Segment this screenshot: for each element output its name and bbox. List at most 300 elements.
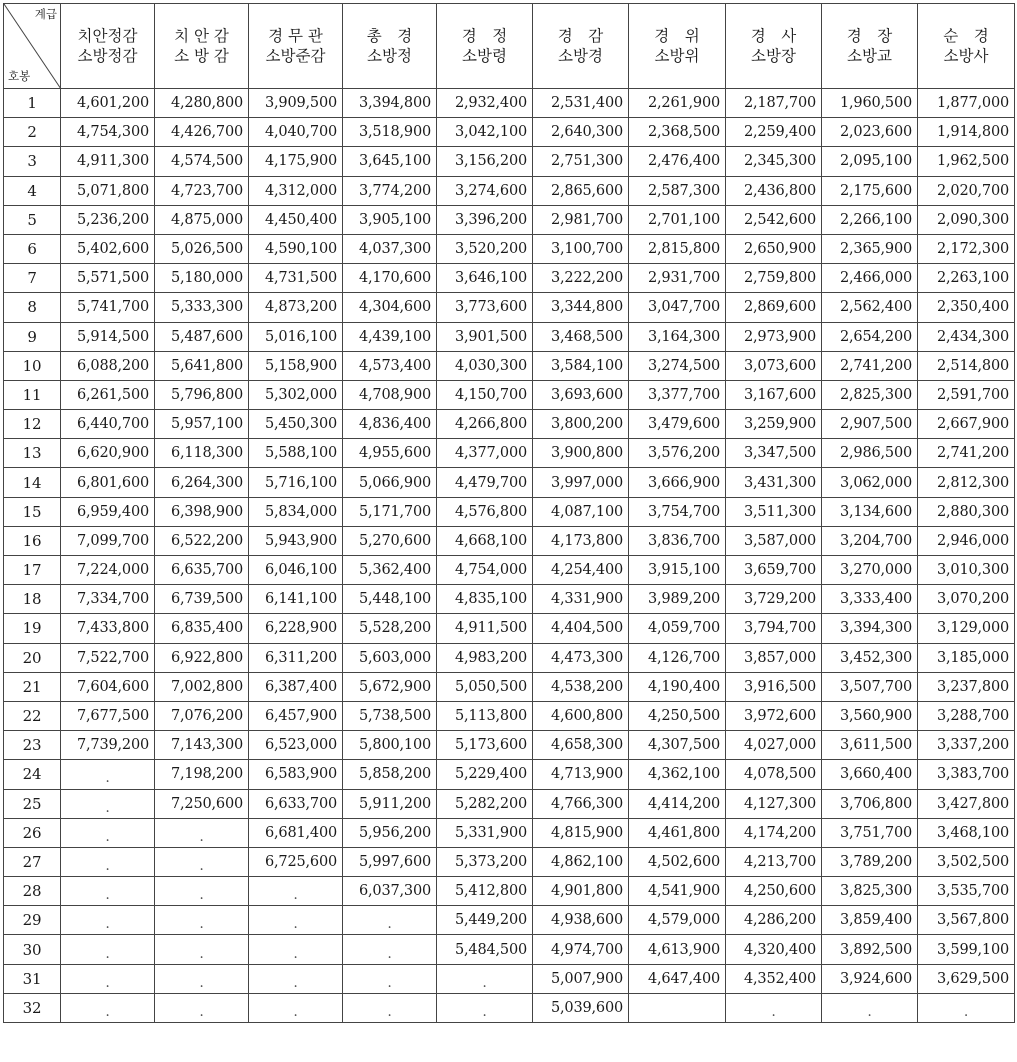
- salary-cell: 5,641,800: [155, 351, 249, 380]
- salary-cell: .: [155, 877, 249, 906]
- salary-cell: 4,713,900: [533, 760, 629, 789]
- salary-cell: 3,377,700: [629, 380, 726, 409]
- salary-cell: 7,198,200: [155, 760, 249, 789]
- salary-cell: 3,646,100: [437, 264, 533, 293]
- salary-cell: 2,654,200: [822, 322, 918, 351]
- salary-cell: 3,789,200: [822, 847, 918, 876]
- salary-table: [3, 3, 1015, 1023]
- salary-cell: 5,943,900: [249, 526, 343, 555]
- salary-cell: 5,331,900: [437, 818, 533, 847]
- salary-cell: 3,134,600: [822, 497, 918, 526]
- salary-cell: 3,344,800: [533, 293, 629, 322]
- salary-cell: 4,286,200: [726, 906, 822, 935]
- salary-cell: .: [61, 847, 155, 876]
- salary-cell: .: [61, 877, 155, 906]
- salary-cell: 3,567,800: [918, 906, 1015, 935]
- salary-cell: [629, 993, 726, 1022]
- salary-cell: 5,834,000: [249, 497, 343, 526]
- salary-cell: 5,282,200: [437, 789, 533, 818]
- salary-cell: 5,180,000: [155, 264, 249, 293]
- salary-cell: 5,039,600: [533, 993, 629, 1022]
- salary-cell: 4,450,400: [249, 205, 343, 234]
- salary-cell: .: [343, 935, 437, 964]
- salary-cell: 5,956,200: [343, 818, 437, 847]
- salary-cell: 5,796,800: [155, 380, 249, 409]
- salary-cell: 5,302,000: [249, 380, 343, 409]
- column-header-police-rank: 경 사: [750, 27, 797, 45]
- salary-cell: 3,129,000: [918, 614, 1015, 643]
- step-cell: 32: [4, 993, 61, 1022]
- salary-cell: 4,613,900: [629, 935, 726, 964]
- column-header: [918, 4, 1015, 89]
- salary-cell: .: [61, 760, 155, 789]
- salary-cell: 2,562,400: [822, 293, 918, 322]
- salary-cell: 3,394,300: [822, 614, 918, 643]
- table-row: [4, 789, 1015, 818]
- salary-cell: 5,858,200: [343, 760, 437, 789]
- salary-cell: 4,213,700: [726, 847, 822, 876]
- salary-cell: 5,487,600: [155, 322, 249, 351]
- column-header: [155, 4, 249, 89]
- table-row: [4, 643, 1015, 672]
- salary-cell: 2,187,700: [726, 89, 822, 118]
- salary-cell: 4,304,600: [343, 293, 437, 322]
- step-cell: 26: [4, 818, 61, 847]
- salary-cell: 4,461,800: [629, 818, 726, 847]
- table-row: [4, 176, 1015, 205]
- salary-cell: 2,946,000: [918, 526, 1015, 555]
- salary-cell: 7,522,700: [61, 643, 155, 672]
- salary-cell: .: [61, 935, 155, 964]
- salary-cell: 5,672,900: [343, 672, 437, 701]
- salary-cell: 4,754,000: [437, 556, 533, 585]
- salary-cell: 3,972,600: [726, 701, 822, 730]
- salary-cell: 2,266,100: [822, 205, 918, 234]
- salary-cell: 2,261,900: [629, 89, 726, 118]
- salary-cell: .: [155, 818, 249, 847]
- column-header-fire-rank: 소방교: [847, 47, 892, 65]
- salary-cell: 2,436,800: [726, 176, 822, 205]
- salary-cell: 4,836,400: [343, 410, 437, 439]
- salary-cell: 7,099,700: [61, 526, 155, 555]
- salary-cell: 2,350,400: [918, 293, 1015, 322]
- salary-cell: 3,611,500: [822, 731, 918, 760]
- salary-cell: 4,766,300: [533, 789, 629, 818]
- step-cell: 2: [4, 118, 61, 147]
- salary-cell: 5,402,600: [61, 234, 155, 263]
- salary-cell: 4,538,200: [533, 672, 629, 701]
- table-row: [4, 439, 1015, 468]
- salary-cell: 4,873,200: [249, 293, 343, 322]
- table-row: [4, 380, 1015, 409]
- salary-cell: 6,681,400: [249, 818, 343, 847]
- salary-cell: 2,466,000: [822, 264, 918, 293]
- step-cell: 20: [4, 643, 61, 672]
- salary-cell: 3,825,300: [822, 877, 918, 906]
- salary-cell: 4,127,300: [726, 789, 822, 818]
- column-header-police-rank: 치안정감: [77, 27, 138, 45]
- salary-cell: 6,141,100: [249, 585, 343, 614]
- salary-cell: 3,859,400: [822, 906, 918, 935]
- salary-cell: 2,514,800: [918, 351, 1015, 380]
- salary-cell: 3,259,900: [726, 410, 822, 439]
- salary-cell: .: [249, 964, 343, 993]
- salary-cell: 3,916,500: [726, 672, 822, 701]
- salary-cell: 3,164,300: [629, 322, 726, 351]
- salary-cell: 3,042,100: [437, 118, 533, 147]
- salary-cell: 6,457,900: [249, 701, 343, 730]
- header-row: [4, 4, 1015, 89]
- salary-cell: 4,037,300: [343, 234, 437, 263]
- step-cell: 1: [4, 89, 61, 118]
- salary-cell: 6,522,200: [155, 526, 249, 555]
- salary-cell: 6,311,200: [249, 643, 343, 672]
- salary-cell: 3,751,700: [822, 818, 918, 847]
- salary-cell: 5,957,100: [155, 410, 249, 439]
- salary-cell: 2,751,300: [533, 147, 629, 176]
- salary-cell: 3,511,300: [726, 497, 822, 526]
- salary-cell: 3,629,500: [918, 964, 1015, 993]
- step-cell: 24: [4, 760, 61, 789]
- salary-cell: 6,739,500: [155, 585, 249, 614]
- salary-cell: 3,924,600: [822, 964, 918, 993]
- column-header: [533, 4, 629, 89]
- salary-cell: 5,071,800: [61, 176, 155, 205]
- salary-cell: 7,224,000: [61, 556, 155, 585]
- salary-cell: 5,016,100: [249, 322, 343, 351]
- column-header-police-rank: 경 장: [846, 27, 893, 45]
- salary-cell: 3,070,200: [918, 585, 1015, 614]
- salary-cell: 4,479,700: [437, 468, 533, 497]
- salary-cell: 5,113,800: [437, 701, 533, 730]
- salary-cell: 3,584,100: [533, 351, 629, 380]
- salary-cell: 7,604,600: [61, 672, 155, 701]
- salary-cell: 6,037,300: [343, 877, 437, 906]
- step-cell: 16: [4, 526, 61, 555]
- salary-cell: 4,414,200: [629, 789, 726, 818]
- column-header-police-rank: 경 무 관: [268, 27, 323, 45]
- salary-cell: 6,228,900: [249, 614, 343, 643]
- salary-cell: 6,523,000: [249, 731, 343, 760]
- salary-cell: 3,800,200: [533, 410, 629, 439]
- salary-cell: 6,635,700: [155, 556, 249, 585]
- step-cell: 19: [4, 614, 61, 643]
- table-row: [4, 118, 1015, 147]
- salary-cell: 1,962,500: [918, 147, 1015, 176]
- salary-cell: 7,739,200: [61, 731, 155, 760]
- salary-cell: 4,266,800: [437, 410, 533, 439]
- step-cell: 28: [4, 877, 61, 906]
- salary-cell: 7,076,200: [155, 701, 249, 730]
- salary-cell: 2,345,300: [726, 147, 822, 176]
- salary-cell: 3,535,700: [918, 877, 1015, 906]
- salary-cell: 4,331,900: [533, 585, 629, 614]
- table-row: [4, 468, 1015, 497]
- salary-cell: 4,708,900: [343, 380, 437, 409]
- salary-cell: 7,002,800: [155, 672, 249, 701]
- column-header-fire-rank: 소방경: [558, 47, 603, 65]
- step-cell: 25: [4, 789, 61, 818]
- table-row: [4, 89, 1015, 118]
- salary-cell: 2,090,300: [918, 205, 1015, 234]
- salary-cell: 3,507,700: [822, 672, 918, 701]
- salary-cell: .: [249, 993, 343, 1022]
- step-cell: 18: [4, 585, 61, 614]
- salary-cell: 6,959,400: [61, 497, 155, 526]
- salary-cell: 3,431,300: [726, 468, 822, 497]
- salary-cell: 2,741,200: [918, 439, 1015, 468]
- step-cell: 15: [4, 497, 61, 526]
- salary-cell: 4,439,100: [343, 322, 437, 351]
- salary-cell: 2,865,600: [533, 176, 629, 205]
- salary-cell: 4,250,500: [629, 701, 726, 730]
- salary-cell: 3,333,400: [822, 585, 918, 614]
- salary-cell: 3,167,600: [726, 380, 822, 409]
- salary-cell: 6,633,700: [249, 789, 343, 818]
- step-cell: 11: [4, 380, 61, 409]
- step-cell: 7: [4, 264, 61, 293]
- salary-cell: 5,373,200: [437, 847, 533, 876]
- salary-cell: 2,020,700: [918, 176, 1015, 205]
- step-cell: 10: [4, 351, 61, 380]
- salary-cell: 4,030,300: [437, 351, 533, 380]
- salary-cell: 5,236,200: [61, 205, 155, 234]
- salary-cell: 4,250,600: [726, 877, 822, 906]
- salary-cell: .: [918, 993, 1015, 1022]
- salary-cell: .: [437, 964, 533, 993]
- table-row: [4, 818, 1015, 847]
- salary-cell: 4,815,900: [533, 818, 629, 847]
- salary-cell: 5,738,500: [343, 701, 437, 730]
- salary-cell: 4,126,700: [629, 643, 726, 672]
- salary-cell: 3,794,700: [726, 614, 822, 643]
- salary-cell: 2,667,900: [918, 410, 1015, 439]
- salary-cell: 4,668,100: [437, 526, 533, 555]
- salary-cell: 5,484,500: [437, 935, 533, 964]
- step-label: 호봉: [8, 69, 31, 83]
- salary-cell: 3,774,200: [343, 176, 437, 205]
- salary-cell: 3,270,000: [822, 556, 918, 585]
- column-header: [249, 4, 343, 89]
- salary-cell: 6,398,900: [155, 497, 249, 526]
- step-cell: 9: [4, 322, 61, 351]
- column-header-police-rank: 총 경: [366, 27, 413, 45]
- salary-cell: 3,905,100: [343, 205, 437, 234]
- salary-cell: 4,590,100: [249, 234, 343, 263]
- salary-cell: 4,731,500: [249, 264, 343, 293]
- salary-cell: 2,368,500: [629, 118, 726, 147]
- step-cell: 30: [4, 935, 61, 964]
- salary-cell: 4,983,200: [437, 643, 533, 672]
- salary-cell: 3,599,100: [918, 935, 1015, 964]
- salary-cell: 4,574,500: [155, 147, 249, 176]
- salary-cell: 2,931,700: [629, 264, 726, 293]
- salary-cell: 2,542,600: [726, 205, 822, 234]
- salary-cell: 3,706,800: [822, 789, 918, 818]
- salary-cell: 2,434,300: [918, 322, 1015, 351]
- salary-cell: 4,404,500: [533, 614, 629, 643]
- pay-table-container: [3, 3, 1014, 1059]
- salary-cell: 3,010,300: [918, 556, 1015, 585]
- salary-cell: 3,047,700: [629, 293, 726, 322]
- salary-cell: 6,118,300: [155, 439, 249, 468]
- table-row: [4, 556, 1015, 585]
- salary-cell: 6,387,400: [249, 672, 343, 701]
- salary-cell: 4,862,100: [533, 847, 629, 876]
- salary-cell: 3,479,600: [629, 410, 726, 439]
- salary-cell: .: [155, 935, 249, 964]
- table-row: [4, 234, 1015, 263]
- salary-cell: 2,175,600: [822, 176, 918, 205]
- salary-cell: 5,800,100: [343, 731, 437, 760]
- salary-cell: 3,468,100: [918, 818, 1015, 847]
- salary-cell: 3,909,500: [249, 89, 343, 118]
- salary-cell: 4,173,800: [533, 526, 629, 555]
- salary-cell: 6,620,900: [61, 439, 155, 468]
- salary-cell: 3,502,500: [918, 847, 1015, 876]
- salary-cell: .: [155, 964, 249, 993]
- salary-cell: 5,450,300: [249, 410, 343, 439]
- table-row: [4, 935, 1015, 964]
- salary-cell: .: [61, 818, 155, 847]
- salary-cell: 3,997,000: [533, 468, 629, 497]
- step-cell: 4: [4, 176, 61, 205]
- salary-cell: 4,723,700: [155, 176, 249, 205]
- salary-cell: 4,911,500: [437, 614, 533, 643]
- salary-cell: 4,600,800: [533, 701, 629, 730]
- table-row: [4, 497, 1015, 526]
- salary-cell: 3,062,000: [822, 468, 918, 497]
- salary-cell: 5,158,900: [249, 351, 343, 380]
- salary-cell: 5,050,500: [437, 672, 533, 701]
- step-cell: 17: [4, 556, 61, 585]
- salary-cell: 2,932,400: [437, 89, 533, 118]
- salary-cell: 4,658,300: [533, 731, 629, 760]
- salary-cell: 2,650,900: [726, 234, 822, 263]
- column-header: [629, 4, 726, 89]
- salary-cell: 3,857,000: [726, 643, 822, 672]
- salary-cell: 2,869,600: [726, 293, 822, 322]
- salary-cell: 4,175,900: [249, 147, 343, 176]
- salary-cell: 4,938,600: [533, 906, 629, 935]
- salary-cell: 7,334,700: [61, 585, 155, 614]
- salary-cell: 2,591,700: [918, 380, 1015, 409]
- salary-cell: 3,754,700: [629, 497, 726, 526]
- column-header-police-rank: 순 경: [943, 27, 989, 45]
- salary-cell: 4,280,800: [155, 89, 249, 118]
- column-header-fire-rank: 소방정감: [77, 47, 138, 65]
- salary-cell: 4,901,800: [533, 877, 629, 906]
- salary-cell: 4,059,700: [629, 614, 726, 643]
- salary-cell: 5,270,600: [343, 526, 437, 555]
- salary-cell: 6,261,500: [61, 380, 155, 409]
- salary-cell: 2,587,300: [629, 176, 726, 205]
- salary-cell: 5,449,200: [437, 906, 533, 935]
- salary-cell: 1,960,500: [822, 89, 918, 118]
- column-header-fire-rank: 소방준감: [265, 47, 326, 65]
- salary-cell: 4,502,600: [629, 847, 726, 876]
- salary-cell: 6,264,300: [155, 468, 249, 497]
- salary-cell: 3,185,000: [918, 643, 1015, 672]
- table-row: [4, 264, 1015, 293]
- salary-cell: 3,100,700: [533, 234, 629, 263]
- salary-cell: 4,974,700: [533, 935, 629, 964]
- salary-cell: 4,150,700: [437, 380, 533, 409]
- salary-cell: 4,377,000: [437, 439, 533, 468]
- salary-cell: 4,911,300: [61, 147, 155, 176]
- salary-cell: 3,666,900: [629, 468, 726, 497]
- salary-cell: 5,448,100: [343, 585, 437, 614]
- table-row: [4, 993, 1015, 1022]
- salary-cell: 5,603,000: [343, 643, 437, 672]
- column-header-police-rank: 치 안 감: [174, 27, 229, 45]
- step-cell: 12: [4, 410, 61, 439]
- salary-cell: 3,073,600: [726, 351, 822, 380]
- table-row: [4, 614, 1015, 643]
- salary-cell: 4,027,000: [726, 731, 822, 760]
- salary-cell: 4,170,600: [343, 264, 437, 293]
- column-header: [437, 4, 533, 89]
- salary-cell: 6,801,600: [61, 468, 155, 497]
- salary-cell: 4,835,100: [437, 585, 533, 614]
- salary-cell: 3,836,700: [629, 526, 726, 555]
- salary-cell: 3,274,500: [629, 351, 726, 380]
- salary-cell: 7,433,800: [61, 614, 155, 643]
- table-row: [4, 672, 1015, 701]
- salary-cell: 5,741,700: [61, 293, 155, 322]
- salary-cell: 3,396,200: [437, 205, 533, 234]
- salary-cell: 2,986,500: [822, 439, 918, 468]
- salary-cell: 5,173,600: [437, 731, 533, 760]
- salary-cell: 3,288,700: [918, 701, 1015, 730]
- salary-cell: 7,250,600: [155, 789, 249, 818]
- salary-cell: 5,362,400: [343, 556, 437, 585]
- salary-cell: 5,171,700: [343, 497, 437, 526]
- salary-cell: 4,254,400: [533, 556, 629, 585]
- salary-cell: 3,773,600: [437, 293, 533, 322]
- salary-cell: .: [155, 847, 249, 876]
- salary-cell: 1,914,800: [918, 118, 1015, 147]
- step-cell: 31: [4, 964, 61, 993]
- salary-cell: 5,333,300: [155, 293, 249, 322]
- salary-cell: 5,007,900: [533, 964, 629, 993]
- step-cell: 14: [4, 468, 61, 497]
- table-row: [4, 351, 1015, 380]
- column-header: [343, 4, 437, 89]
- salary-cell: 4,190,400: [629, 672, 726, 701]
- table-row: [4, 847, 1015, 876]
- salary-cell: 5,716,100: [249, 468, 343, 497]
- salary-cell: 4,754,300: [61, 118, 155, 147]
- salary-cell: 5,412,800: [437, 877, 533, 906]
- salary-cell: 4,573,400: [343, 351, 437, 380]
- salary-cell: 4,352,400: [726, 964, 822, 993]
- salary-cell: 4,174,200: [726, 818, 822, 847]
- table-row: [4, 147, 1015, 176]
- salary-cell: 2,365,900: [822, 234, 918, 263]
- salary-cell: 3,204,700: [822, 526, 918, 555]
- salary-cell: .: [726, 993, 822, 1022]
- salary-cell: .: [343, 906, 437, 935]
- step-cell: 13: [4, 439, 61, 468]
- salary-cell: 3,468,500: [533, 322, 629, 351]
- salary-cell: 3,237,800: [918, 672, 1015, 701]
- salary-cell: 3,518,900: [343, 118, 437, 147]
- salary-cell: .: [822, 993, 918, 1022]
- salary-cell: 4,320,400: [726, 935, 822, 964]
- table-row: [4, 877, 1015, 906]
- salary-cell: 3,693,600: [533, 380, 629, 409]
